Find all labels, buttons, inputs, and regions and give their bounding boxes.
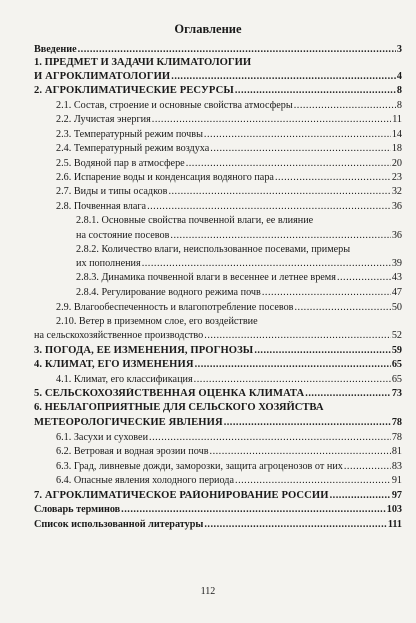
toc-entry-introduction: [34, 44, 402, 56]
toc-entry-chapter-3: [34, 345, 402, 357]
toc-entry-text: 2. АГРОКЛИМАТИЧЕСКИЕ РЕСУРСЫ: [34, 85, 234, 96]
toc-leader-dots: [330, 490, 391, 502]
toc-entry-page: 81: [391, 446, 402, 457]
toc-entry-page: 43: [391, 272, 402, 283]
toc-entry-page: 8: [396, 85, 402, 96]
toc-entry-4-1: [34, 374, 402, 386]
toc-entry-text: Список использованной литературы: [34, 519, 204, 530]
toc-entry-2-10: [34, 330, 402, 342]
toc-entry-glossary: [34, 504, 402, 516]
toc-leader-dots: [204, 330, 391, 342]
toc-leader-dots: [204, 519, 386, 531]
toc-entry-chapter-5: [34, 388, 402, 400]
toc-entry-page: 18: [391, 143, 402, 154]
toc-entry-page: 4: [396, 71, 402, 82]
toc-entry-page: 103: [386, 504, 402, 515]
toc-leader-dots: [204, 129, 391, 141]
toc-entry-text: И АГРОКЛИМАТОЛОГИИ: [34, 71, 171, 82]
toc-entry-page: 91: [391, 475, 402, 486]
toc-entry-chapter-1: [34, 71, 402, 83]
toc-entry-page: 32: [391, 186, 402, 197]
toc-entry-text: Введение: [34, 44, 77, 55]
toc-entry-text: на сельскохозяйственное производство: [34, 330, 204, 341]
toc-entry-2-3: [34, 129, 402, 141]
toc-entry-page: 23: [391, 172, 402, 183]
toc-entry-page: 111: [387, 519, 402, 530]
toc-entry-2-8-4: [34, 287, 402, 299]
toc-entry-page: 47: [391, 287, 402, 298]
toc-entry-text: 4. КЛИМАТ, ЕГО ИЗМЕНЕНИЯ: [34, 359, 194, 370]
page-number: 112: [200, 586, 216, 597]
toc-leader-dots: [194, 374, 391, 386]
toc-entry-chapter-6-line1: 6. НЕБЛАГОПРИЯТНЫЕ ДЛЯ СЕЛЬСКОГО ХОЗЯЙСТВА: [34, 402, 324, 413]
toc-leader-dots: [121, 504, 386, 516]
toc-entry-text: 2.3. Температурный режим почвы: [56, 129, 203, 140]
toc-entry-page: 36: [391, 201, 402, 212]
toc-entry-chapter-6: [34, 417, 402, 429]
toc-entry-text: 4.1. Климат, его классификация: [56, 374, 193, 385]
toc-entry-text: 6.3. Град, ливневые дожди, заморозки, защита агроценозов от них: [56, 461, 343, 472]
toc-entry-2-4: [34, 143, 402, 155]
toc-entry-page: 8: [396, 100, 402, 111]
toc-entry-page: 78: [391, 432, 402, 443]
toc-entry-2-8-1: [34, 230, 402, 242]
toc-entry-text: 2.9. Влагообеспеченность и влагопотребление посевов: [56, 302, 294, 313]
toc-entry-6-3: [34, 461, 402, 473]
toc-entry-text: на состояние посевов: [76, 230, 170, 241]
toc-entry-page: 39: [391, 258, 402, 269]
toc-entry-2-2: [34, 114, 402, 126]
toc-entry-2-8-3: [34, 272, 402, 284]
toc-entry-text: 2.8. Почвенная влага: [56, 201, 147, 212]
toc-entry-2-10-line1: 2.10. Ветер в приземном слое, его воздействие: [56, 316, 258, 327]
toc-leader-dots: [168, 186, 390, 198]
toc-entry-text: 2.8.4. Регулирование водного режима почв: [76, 287, 261, 298]
toc-entry-page: 59: [391, 345, 402, 356]
toc-leader-dots: [170, 230, 390, 242]
toc-leader-dots: [262, 287, 391, 299]
toc-entry-2-1: [34, 100, 402, 112]
toc-entry-2-8-2-line1: 2.8.2. Количество влаги, неиспользованное посевами, примеры: [76, 244, 351, 255]
toc-entry-text: 7. АГРОКЛИМАТИЧЕСКОЕ РАЙОНИРОВАНИЕ РОССИИ: [34, 490, 329, 501]
toc-leader-dots: [152, 114, 391, 126]
toc-entry-text: 2.5. Водяной пар в атмосфере: [56, 158, 185, 169]
toc-entry-page: 50: [391, 302, 402, 313]
page-title: Оглавление: [174, 22, 242, 36]
toc-entry-text: 3. ПОГОДА, ЕЕ ИЗМЕНЕНИЯ, ПРОГНОЗЫ: [34, 345, 254, 356]
toc-entry-text: 6.2. Ветровая и водная эрозии почв: [56, 446, 209, 457]
toc-leader-dots: [186, 158, 391, 170]
toc-leader-dots: [171, 71, 396, 83]
toc-entry-page: 52: [391, 330, 402, 341]
toc-entry-text: 6.1. Засухи и суховеи: [56, 432, 149, 443]
toc-entry-page: 65: [391, 359, 402, 370]
toc-leader-dots: [147, 201, 391, 213]
toc-entry-text: МЕТЕОРОЛОГИЧЕСКИЕ ЯВЛЕНИЯ: [34, 417, 223, 428]
toc-leader-dots: [149, 432, 391, 444]
toc-entry-page: 3: [396, 44, 402, 55]
toc-entry-page: 11: [392, 114, 402, 125]
toc-entry-page: 14: [391, 129, 402, 140]
toc-entry-text: 5. СЕЛЬСКОХОЗЯЙСТВЕННАЯ ОЦЕНКА КЛИМАТА: [34, 388, 305, 399]
toc-entry-page: 65: [391, 374, 402, 385]
toc-entry-chapter-1-line1: 1. ПРЕДМЕТ И ЗАДАЧИ КЛИМАТОЛОГИИ: [34, 57, 252, 68]
toc-entry-page: 73: [391, 388, 402, 399]
toc-leader-dots: [235, 475, 391, 487]
toc-leader-dots: [295, 302, 391, 314]
toc-entry-2-8: [34, 201, 402, 213]
toc-entry-text: 2.4. Температурный режим воздуха: [56, 143, 210, 154]
toc-entry-6-4: [34, 475, 402, 487]
toc-entry-2-9: [34, 302, 402, 314]
toc-leader-dots: [337, 272, 391, 284]
toc-leader-dots: [224, 417, 391, 429]
toc-entry-6-1: [34, 432, 402, 444]
toc-leader-dots: [210, 446, 391, 458]
toc-entry-2-6: [34, 172, 402, 184]
toc-leader-dots: [235, 85, 396, 97]
toc-leader-dots: [294, 100, 396, 112]
toc-leader-dots: [78, 44, 396, 56]
toc-entry-2-8-2: [34, 258, 402, 270]
toc-entry-text: 2.1. Состав, строение и основные свойства атмосферы: [56, 100, 293, 111]
toc-entry-2-5: [34, 158, 402, 170]
toc-leader-dots: [305, 388, 391, 400]
toc-entry-2-8-1-line1: 2.8.1. Основные свойства почвенной влаги, ее влияние: [76, 215, 314, 226]
toc-leader-dots: [275, 172, 391, 184]
toc-entry-chapter-4: [34, 359, 402, 371]
toc-entry-page: 20: [391, 158, 402, 169]
toc-entry-text: 2.7. Виды и типы осадков: [56, 186, 168, 197]
toc-entry-text: 2.6. Испарение воды и конденсация водяного пара: [56, 172, 274, 183]
toc-entry-6-2: [34, 446, 402, 458]
toc-leader-dots: [254, 345, 391, 357]
toc-entry-page: 83: [391, 461, 402, 472]
toc-entry-page: 78: [391, 417, 402, 428]
toc-entry-chapter-7: [34, 490, 402, 502]
toc-entry-references: [34, 519, 402, 531]
toc-leader-dots: [210, 143, 391, 155]
toc-leader-dots: [142, 258, 391, 270]
toc-entry-text: их пополнения: [76, 258, 141, 269]
toc-entry-2-7: [34, 186, 402, 198]
toc-leader-dots: [195, 359, 391, 371]
toc-entry-page: 36: [391, 230, 402, 241]
toc-leader-dots: [344, 461, 391, 473]
toc-entry-text: Словарь терминов: [34, 504, 121, 515]
toc-entry-text: 2.8.3. Динамика почвенной влаги в весеннее и летнее время: [76, 272, 336, 283]
toc-entry-text: 6.4. Опасные явления холодного периода: [56, 475, 235, 486]
toc-entry-chapter-2: [34, 85, 402, 97]
toc-entry-text: 2.2. Лучистая энергия: [56, 114, 151, 125]
toc-entry-page: 97: [391, 490, 402, 501]
